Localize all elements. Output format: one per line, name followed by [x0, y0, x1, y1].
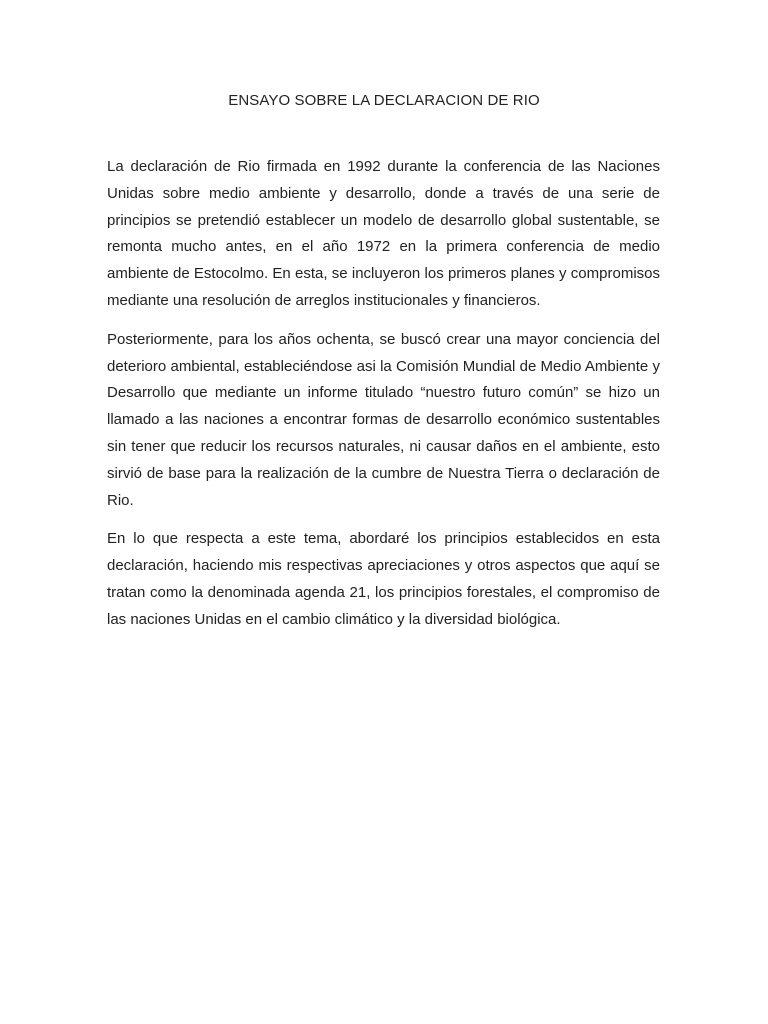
paragraph-3: En lo que respecta a este tema, abordaré los principios establecidos en esta declaración, haciendo mis respectivas apreciaciones y otros aspectos que aquí se tratan como la denominada agenda 21, los principios forestales, el compromiso de las naciones Unidas en el cambio climático y la diversidad biológica.	[107, 530, 660, 628]
paragraph-1: La declaración de Rio firmada en 1992 durante la conferencia de las Naciones Unidas sobre medio ambiente y desarrollo, donde a través de una serie de principios se pretendió establecer un modelo de desarrollo global sustentable, se remonta mucho antes, en el año 1972 en la primera conferencia de medio ambiente de Estocolmo. En esta, se incluyeron los primeros planes y compromisos mediante una resolución de arreglos institucionales y financieros.	[107, 158, 660, 309]
document-body	[107, 154, 660, 646]
paragraph-2: Posteriormente, para los años ochenta, se buscó crear una mayor conciencia del deterioro ambiental, estableciéndose asi la Comisión Mundial de Medio Ambiente y Desarrollo que mediante un informe titulado “nuestro futuro común” se hizo un llamado a las naciones a encontrar formas de desarrollo económico sustentables sin tener que reducir los recursos naturales, ni causar daños en el ambiente, esto sirvió de base para la realización de la cumbre de Nuestra Tierra o declaración de Rio.	[107, 330, 660, 509]
document-title: ENSAYO SOBRE LA DECLARACION DE RIO	[228, 92, 540, 109]
